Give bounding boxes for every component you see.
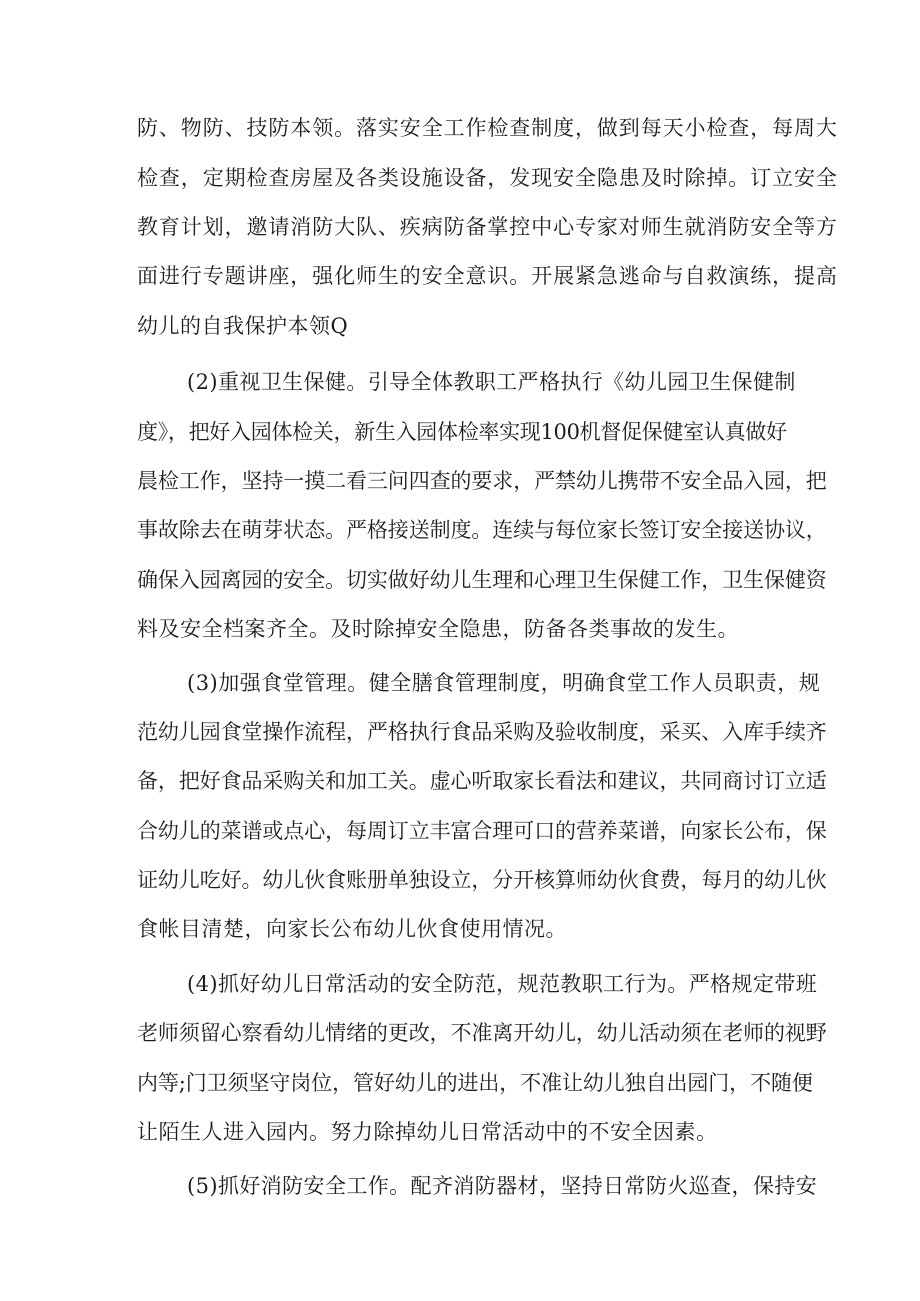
text-line: 内等;门卫须坚守岗位，管好幼儿的进出，不准让幼儿独自出园门，不随便 (137, 1071, 813, 1095)
text-line: 备，把好食品采购关和加工关。虚心听取家长看法和建议，共同商讨订立适 (137, 769, 827, 793)
text-line: 晨检工作，坚持一摸二看三问四查的要求，严禁幼儿携带不安全品入园，把 (137, 469, 827, 493)
text-line: 幼儿的自我保护本领Q (137, 314, 349, 338)
text-line: 确保入园离园的安全。切实做好幼儿生理和心理卫生保健工作，卫生保健资 (137, 568, 827, 592)
text-line: 防、物防、技防本领。落实安全工作检查制度，做到每天小检查，每周大 (137, 116, 838, 140)
text-line: 食帐目清楚，向家长公布幼儿伙食使用情况。 (137, 917, 567, 941)
text-line: (3)加强食堂管理。健全膳食管理制度，明确食堂工作人员职责，规 (187, 671, 821, 695)
text-line: 面进行专题讲座，强化师生的安全意识。开展紧急逃命与自救演练，提高 (137, 264, 838, 288)
text-line: 度》，把好入园体检关，新生入园体检率实现100机督促保健室认真做好 (137, 420, 787, 444)
text-line: 让陌生人进入园内。努力除掉幼儿日常活动中的不安全因素。 (137, 1120, 718, 1144)
text-line: 合幼儿的菜谱或点心，每周订立丰富合理可口的营养菜谱，向家长公布，保 (137, 819, 827, 843)
text-line: 老师须留心察看幼儿情绪的更改，不准离开幼儿，幼儿活动须在老师的视野 (137, 1021, 827, 1045)
text-line: (5)抓好消防安全工作。配齐消防器材，坚持日常防火巡查，保持安 (187, 1174, 818, 1198)
text-line: 证幼儿吃好。幼儿伙食账册单独设立，分开核算师幼伙食费，每月的幼儿伙 (137, 868, 827, 892)
text-line: 教育计划，邀请消防大队、疾病防备掌控中心专家对师生就消防安全等方 (137, 215, 838, 239)
text-line: (4)抓好幼儿日常活动的安全防范，规范教职工行为。严格规定带班 (187, 972, 818, 996)
text-line: 事故除去在萌芽状态。严格接送制度。连续与每位家长签订安全接送协议， (137, 518, 827, 542)
text-line: (2)重视卫生保健。引导全体教职工严格执行《幼儿园卫生保健制 (187, 370, 796, 394)
text-line: 范幼儿园食堂操作流程，严格执行食品采购及验收制度，采买、入库手续齐 (137, 720, 827, 744)
text-line: 料及安全档案齐全。及时除掉安全隐患，防备各类事故的发生。 (137, 617, 739, 641)
text-line: 检查，定期检查房屋及各类设施设备，发现安全隐患及时除掉。订立安全 (137, 166, 838, 190)
